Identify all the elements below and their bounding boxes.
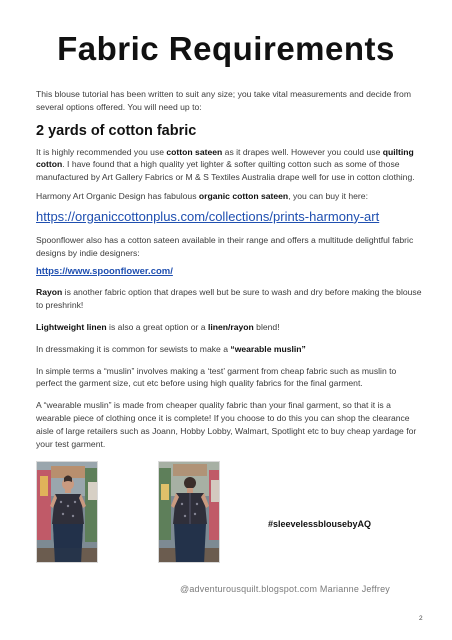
hashtag-label: #sleevelessblousebyAQ <box>268 519 372 529</box>
footer-credit: @adventurousquilt.blogspot.com Marianne Jeffrey <box>180 584 390 594</box>
blouse-photo-front-image <box>37 462 98 563</box>
paragraph-harmony-art <box>36 190 424 203</box>
text-run: In dressmaking it is common for sewists to make a <box>36 343 231 354</box>
text-run: , you can buy it here: <box>288 190 368 201</box>
text-run: blend! <box>253 321 280 332</box>
text-run: . I have found that a high quality yet lighter & softer quilting cotton such as some of those manufactured by Art Gallery Fabrics or M & S Textiles Australia drape well for use in cotton clothing. <box>36 159 415 183</box>
text-run: as it drapes well. However you could use <box>222 146 383 157</box>
spoonflower-link[interactable]: https://www.spoonflower.com/ <box>36 266 173 278</box>
page-title: Fabric Requirements <box>57 30 395 67</box>
bold-run: organic cotton sateen <box>198 190 289 201</box>
intro-paragraph: This blouse tutorial has been written to suit any size; you take vital measurements and decide from several options offered. You will need up to: <box>36 89 411 112</box>
bold-run: Rayon <box>36 287 63 298</box>
document-body <box>36 88 424 456</box>
page-number: 2 <box>419 615 423 622</box>
paragraph-rayon <box>36 286 424 312</box>
paragraph-wearable-muslin <box>36 343 424 356</box>
section-heading: 2 yards of cotton fabric <box>36 122 197 139</box>
bold-run: linen/rayon <box>207 321 254 332</box>
bold-run: “wearable muslin” <box>230 343 306 354</box>
text-run: is also a great option or a <box>106 321 208 332</box>
text-run: Harmony Art Organic Design has fabulous <box>36 190 199 201</box>
paragraph-cotton-sateen <box>36 146 424 184</box>
bold-run: Lightweight linen <box>36 321 107 332</box>
paragraph-spoonflower: Spoonflower also has a cotton sateen available in their range and offers a multitude delightful fabric designs by indie designers: <box>36 234 414 258</box>
text-run: It is highly recommended you use <box>36 146 167 157</box>
organic-cotton-link[interactable]: https://organiccottonplus.com/collections/prints-harmony-art <box>36 208 380 224</box>
paragraph-muslin-definition: In simple terms a “muslin” involves making a ‘test’ garment from cheap fabric such as muslin to perfect the garment size, cut etc before using high quality fabrics for the final garment. <box>36 365 397 389</box>
blouse-photo-back-image <box>159 462 220 563</box>
bold-run: cotton sateen <box>166 146 223 157</box>
blouse-photo-front <box>36 461 98 563</box>
text-run: is another fabric option that drapes well but be sure to wash and dry before making the blouse to preshrink! <box>36 287 422 311</box>
paragraph-linen <box>36 321 424 334</box>
bold-run: quilting cotton <box>36 146 414 170</box>
blouse-photo-back <box>158 461 220 563</box>
paragraph-wearable-muslin-detail: A “wearable muslin” is made from cheaper quality fabric than your final garment, so that it is a wearable piece of clothing once it is complete! If you choose to do this you can shop the clearance aisle of large retailers such as Joann, Hobby Lobby, Walmart, Spotlight etc to buy cheap yardage for your test garment. <box>36 400 417 449</box>
